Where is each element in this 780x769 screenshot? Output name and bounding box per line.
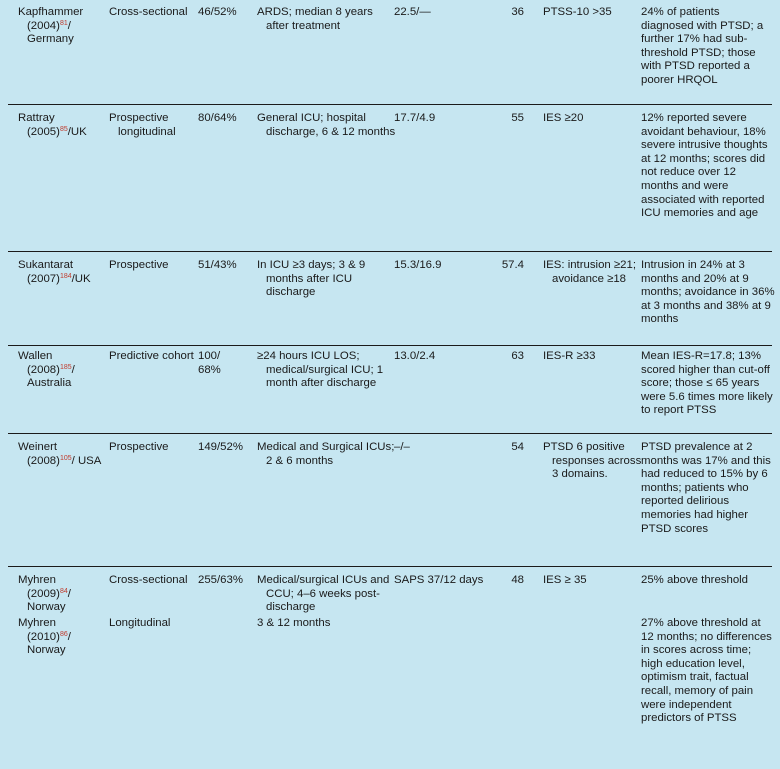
- study-author-cell: Sukantarat $(2007)^{184}/UK$: [18, 259, 91, 285]
- study-author-cell: Kapfhammer $(2004)^{81}/$ Germany: [18, 6, 84, 46]
- findings-cell: PTSD prevalence at 2 months was 17% and this had reduced to 15% by 6 months; patients who reported delirious memories had higher PTSD scores: [641, 441, 771, 535]
- population-cell: ARDS; median 8 years after treatment: [257, 6, 373, 32]
- severity-cell: SAPS 37/12 days: [394, 574, 484, 586]
- sample-cell: 51/43%: [198, 259, 237, 271]
- age-cell: 63: [511, 350, 524, 362]
- measure-cell: IES ≥ 35: [543, 574, 587, 586]
- age-cell: 55: [511, 112, 524, 124]
- age-cell: 54: [511, 441, 524, 453]
- row-divider: [8, 251, 772, 252]
- severity-cell: 17.7/4.9: [394, 112, 436, 124]
- severity-cell: –/–: [394, 441, 410, 453]
- sample-cell: 80/64%: [198, 112, 237, 124]
- reference-link[interactable]: 184: [59, 272, 72, 280]
- design-cell: Cross-sectional: [109, 6, 188, 18]
- population-cell: General ICU; hospital discharge, 6 & 12 months: [257, 112, 396, 138]
- study-author-cell: Myhren $(2009)^{84}/$ Norway: [18, 574, 71, 614]
- reference-link[interactable]: 81: [59, 19, 68, 27]
- reference-link[interactable]: 85: [59, 125, 68, 133]
- study-author-cell: Wallen $(2008)^{185}/$ Australia: [18, 350, 75, 390]
- measure-cell: IES: intrusion ≥21; avoidance ≥18: [543, 259, 636, 285]
- reference-link[interactable]: 84: [59, 587, 68, 595]
- row-divider: [8, 345, 772, 346]
- design-cell: Prospective: [109, 259, 169, 271]
- population-cell: 3 & 12 months: [257, 617, 331, 629]
- measure-cell: PTSS-10 >35: [543, 6, 612, 18]
- design-cell: Prospective longitudinal: [109, 112, 176, 138]
- row-divider: [8, 104, 772, 105]
- severity-cell: 15.3/16.9: [394, 259, 442, 271]
- sample-cell: 46/52%: [198, 6, 237, 18]
- findings-cell: Intrusion in 24% at 3 months and 20% at 9 months; avoidance in 36% at 3 months and 38% at 9 months: [641, 259, 775, 326]
- findings-cell: Mean IES-R=17.8; 13% scored higher than cut-off score; those ≤ 65 years were 5.6 times more likely to report PTSS: [641, 350, 773, 417]
- sample-cell: 255/63%: [198, 574, 243, 586]
- design-cell: Longitudinal: [109, 617, 171, 629]
- severity-cell: 22.5/—: [394, 6, 431, 18]
- study-author-cell: Weinert $(2008)^{105}/$ USA: [18, 441, 102, 467]
- age-cell: 57.4: [501, 259, 524, 271]
- sample-cell: 100/ 68%: [198, 350, 221, 376]
- severity-cell: 13.0/2.4: [394, 350, 436, 362]
- sample-cell: 149/52%: [198, 441, 243, 453]
- design-cell: Predictive cohort: [109, 350, 194, 362]
- population-cell: Medical and Surgical ICUs; 2 & 6 months: [257, 441, 395, 467]
- reference-link[interactable]: 86: [59, 630, 68, 638]
- reference-link[interactable]: 105: [59, 454, 72, 462]
- reference-link[interactable]: 185: [59, 363, 72, 371]
- population-cell: ≥24 hours ICU LOS; medical/surgical ICU; 1 month after discharge: [257, 350, 384, 390]
- measure-cell: IES ≥20: [543, 112, 584, 124]
- findings-cell: 25% above threshold: [641, 574, 749, 586]
- study-author-cell: Rattray $(2005)^{85}/UK$: [18, 112, 87, 138]
- design-cell: Cross-sectional: [109, 574, 188, 586]
- findings-cell: 12% reported severe avoidant behaviour, 18% severe intrusive thoughts at 12 months; scores did not reduce over 12 months and were associated with reported ICU memories and age: [641, 112, 768, 220]
- measure-cell: IES-R ≥33: [543, 350, 596, 362]
- row-divider: [8, 433, 772, 434]
- age-cell: 48: [511, 574, 524, 586]
- age-cell: 36: [511, 6, 524, 18]
- population-cell: In ICU ≥3 days; 3 & 9 months after ICU discharge: [257, 259, 366, 299]
- row-divider: [8, 566, 772, 567]
- measure-cell: PTSD 6 positive responses across 3 domains.: [543, 441, 642, 481]
- findings-cell: 27% above threshold at 12 months; no differences in scores across time; high education level, optimism trait, factual recall, memory of pain were independent predictors of PTSS: [641, 617, 772, 725]
- design-cell: Prospective: [109, 441, 169, 453]
- findings-cell: 24% of patients diagnosed with PTSD; a further 17% had sub-threshold PTSD; those with PTSD reported a poorer HRQOL: [641, 6, 764, 86]
- study-author-cell: Myhren $(2010)^{86}/$ Norway: [18, 617, 71, 657]
- population-cell: Medical/surgical ICUs and CCU; 4–6 weeks post-discharge: [257, 574, 390, 614]
